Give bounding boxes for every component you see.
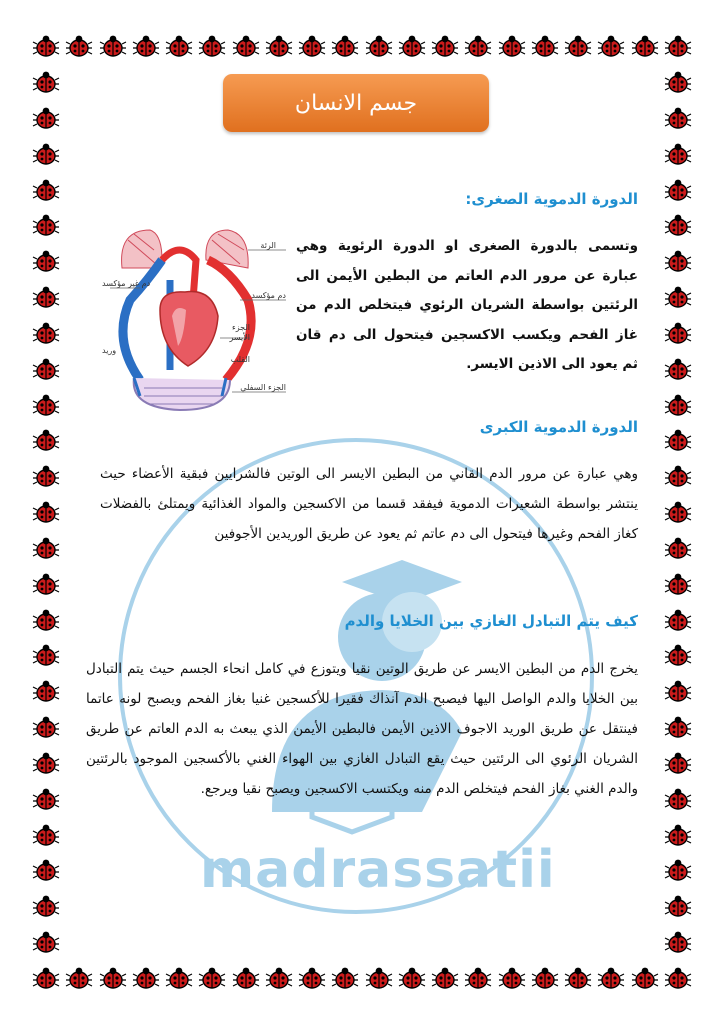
ladybug-icon bbox=[664, 858, 692, 882]
ladybug-icon bbox=[631, 34, 659, 58]
ladybug-icon bbox=[32, 285, 60, 309]
ladybug-icon bbox=[398, 34, 426, 58]
ladybug-icon bbox=[32, 142, 60, 166]
ladybug-icon bbox=[464, 966, 492, 990]
ladybug-icon bbox=[664, 787, 692, 811]
ladybug-icon bbox=[664, 285, 692, 309]
ladybug-icon bbox=[664, 894, 692, 918]
ladybug-icon bbox=[198, 966, 226, 990]
ladybug-icon bbox=[464, 34, 492, 58]
paragraph-gas-exchange: يخرج الدم من البطين الايسر عن طريق الوتين نقيا ويتوزع في كامل انحاء الجسم حيث يتم التبادل بين الخلايا والدم الواصل اليها فيصبح الدم آنذاك فقيرا للأكسجين غنيا بغاز الفحم ويصبح لونه عاتما فينتقل عن طريق الوريد الاجوف الاذين الأيمن فالبطين الأيمن الذي يبعث به الدم العاتم عن طريق الشريان الرئوي الى الرئتين حيث يقع التبادل الغازي بين الهواء الغني بالأكسجين الموجود بالرئتين والدم الغني بغاز الفحم فيتخلص الدم منه ويكتسب الاكسجين ويصبح نقيا ويرجع. bbox=[86, 661, 638, 797]
ladybug-icon bbox=[664, 393, 692, 417]
heading-gas-exchange: كيف يتم التبادل الغازي بين الخلايا والدم bbox=[344, 612, 638, 630]
ladybug-icon bbox=[398, 966, 426, 990]
label-upper-part: الجزء bbox=[232, 323, 250, 332]
ladybug-icon bbox=[664, 536, 692, 560]
ladybug-icon bbox=[664, 428, 692, 452]
ladybug-icon bbox=[265, 34, 293, 58]
ladybug-icon bbox=[32, 178, 60, 202]
heading-small-circulation: الدورة الدموية الصغرى: bbox=[465, 190, 638, 208]
ladybug-icon bbox=[664, 572, 692, 596]
page-title-box bbox=[223, 74, 489, 132]
ladybug-icon bbox=[664, 106, 692, 130]
ladybug-icon bbox=[32, 249, 60, 273]
ladybug-icon bbox=[664, 213, 692, 237]
ladybug-icon bbox=[99, 966, 127, 990]
label-heart: القلب bbox=[230, 355, 250, 364]
ladybug-icon bbox=[32, 393, 60, 417]
ladybug-icon bbox=[631, 966, 659, 990]
ladybug-icon bbox=[32, 823, 60, 847]
ladybug-icon bbox=[664, 715, 692, 739]
ladybug-icon bbox=[265, 966, 293, 990]
ladybug-icon bbox=[664, 34, 692, 58]
ladybug-icon bbox=[664, 751, 692, 775]
ladybug-icon bbox=[32, 608, 60, 632]
ladybug-icon bbox=[198, 34, 226, 58]
ladybug-icon bbox=[32, 464, 60, 488]
ladybug-icon bbox=[32, 858, 60, 882]
ladybug-icon bbox=[32, 679, 60, 703]
ladybug-icon bbox=[331, 34, 359, 58]
page-title: جسم الانسان bbox=[294, 90, 418, 116]
ladybug-icon bbox=[32, 34, 60, 58]
ladybug-icon bbox=[32, 572, 60, 596]
ladybug-icon bbox=[32, 321, 60, 345]
ladybug-icon bbox=[32, 966, 60, 990]
ladybug-icon bbox=[65, 34, 93, 58]
ladybug-icon bbox=[331, 966, 359, 990]
ladybug-icon bbox=[32, 751, 60, 775]
label-left: الأيسر bbox=[229, 333, 250, 342]
ladybug-icon bbox=[165, 34, 193, 58]
ladybug-icon bbox=[664, 930, 692, 954]
ladybug-icon bbox=[664, 823, 692, 847]
ladybug-icon bbox=[32, 428, 60, 452]
ladybug-icon bbox=[32, 70, 60, 94]
ladybug-icon bbox=[597, 34, 625, 58]
ladybug-icon bbox=[431, 966, 459, 990]
ladybug-icon bbox=[65, 966, 93, 990]
label-oxygenated: دم مؤكسد bbox=[251, 291, 286, 300]
paragraph-big-circulation: وهي عبارة عن مرور الدم القاني من البطين الايسر الى الوتين فالشرايين فبقية الأعضاء حيث ينتشر بواسطة الشعيرات الدموية فيفقد قسما من الاكسجين والمواد الغذائية ويمتلئ بالفضلات كغاز الفحم وغيرها فيتحول الى دم عاتم ثم يعود عن طريق الوريدين الأجوفين bbox=[100, 466, 638, 542]
ladybug-icon bbox=[498, 966, 526, 990]
ladybug-icon bbox=[32, 106, 60, 130]
circulatory-system-diagram bbox=[100, 220, 290, 420]
ladybug-icon bbox=[531, 966, 559, 990]
ladybug-icon bbox=[664, 321, 692, 345]
ladybug-icon bbox=[498, 34, 526, 58]
ladybug-icon bbox=[664, 643, 692, 667]
ladybug-icon bbox=[531, 34, 559, 58]
ladybug-icon bbox=[165, 966, 193, 990]
ladybug-icon bbox=[664, 608, 692, 632]
ladybug-icon bbox=[597, 966, 625, 990]
ladybug-icon bbox=[664, 966, 692, 990]
ladybug-icon bbox=[664, 178, 692, 202]
label-lung: الرئة bbox=[260, 241, 276, 250]
ladybug-icon bbox=[32, 536, 60, 560]
ladybug-icon bbox=[431, 34, 459, 58]
ladybug-icon bbox=[32, 643, 60, 667]
ladybug-icon bbox=[664, 679, 692, 703]
watermark-text: madrassatii bbox=[200, 840, 556, 900]
paragraph-small-circulation: وتسمى بالدورة الصغرى او الدورة الرئوية وهي عبارة عن مرور الدم العاتم من البطين الأيمن الى الرئتين بواسطة الشريان الرئوي فيتخلص الدم من غاز الفحم ويكسب الاكسجين فيتحول الى دم قان ثم يعود الى الاذين الايسر. bbox=[296, 238, 638, 373]
label-lower-part: الجزء السفلي bbox=[240, 383, 286, 392]
label-vein: وريد bbox=[102, 346, 117, 355]
ladybug-icon bbox=[32, 930, 60, 954]
ladybug-icon bbox=[664, 500, 692, 524]
ladybug-icon bbox=[365, 966, 393, 990]
ladybug-icon bbox=[32, 357, 60, 381]
ladybug-icon bbox=[132, 966, 160, 990]
ladybug-icon bbox=[298, 34, 326, 58]
ladybug-icon bbox=[298, 966, 326, 990]
ladybug-icon bbox=[32, 715, 60, 739]
heading-big-circulation: الدورة الدموية الكبرى bbox=[479, 418, 638, 436]
ladybug-icon bbox=[32, 787, 60, 811]
ladybug-icon bbox=[32, 213, 60, 237]
ladybug-icon bbox=[664, 464, 692, 488]
ladybug-icon bbox=[32, 500, 60, 524]
label-deoxygenated: دم غير مؤكسد bbox=[102, 279, 151, 288]
ladybug-icon bbox=[132, 34, 160, 58]
ladybug-icon bbox=[32, 894, 60, 918]
ladybug-icon bbox=[664, 70, 692, 94]
ladybug-icon bbox=[232, 966, 260, 990]
ladybug-icon bbox=[365, 34, 393, 58]
ladybug-icon bbox=[232, 34, 260, 58]
ladybug-icon bbox=[664, 249, 692, 273]
ladybug-icon bbox=[564, 34, 592, 58]
ladybug-icon bbox=[99, 34, 127, 58]
ladybug-icon bbox=[664, 142, 692, 166]
ladybug-icon bbox=[664, 357, 692, 381]
ladybug-icon bbox=[564, 966, 592, 990]
